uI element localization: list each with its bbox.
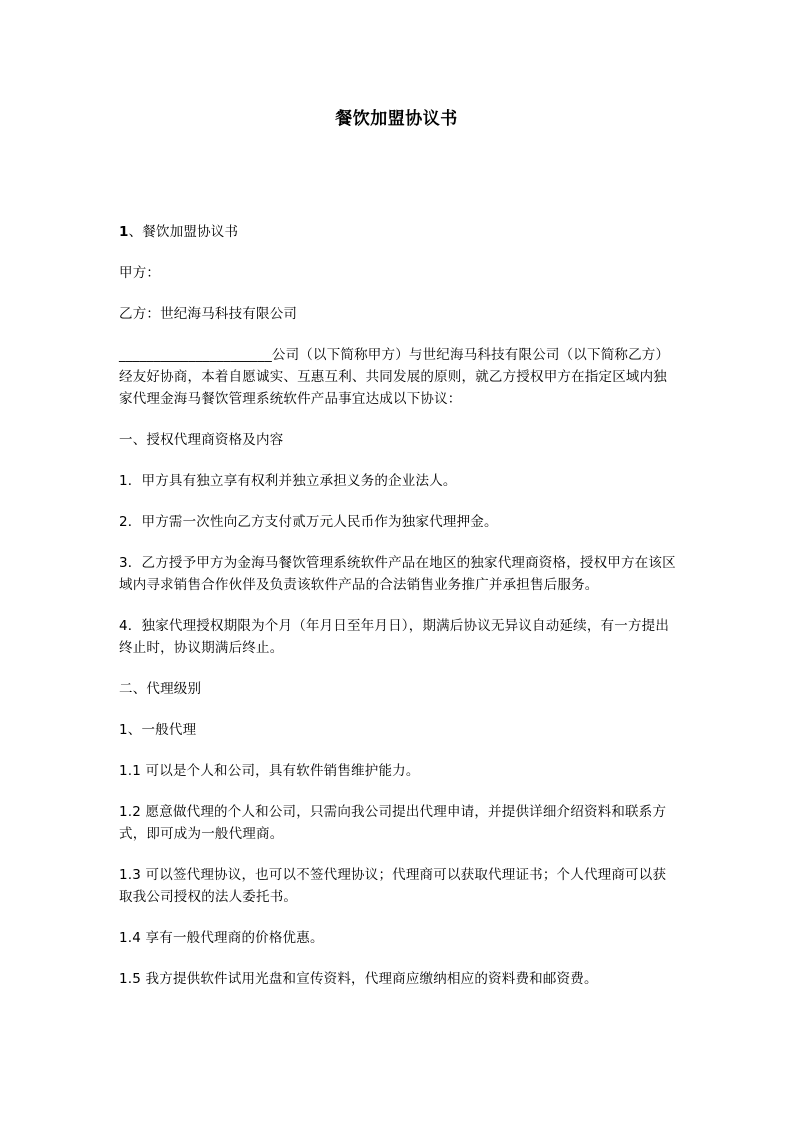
section-2-title: 二、代理级别 [119, 681, 202, 697]
clause-1-2: 1.2 愿意做代理的个人和公司，只需向我公司提出代理申请，并提供详细介绍资料和联系方式，即可成为一般代理商。 [119, 804, 667, 842]
party-b-line: 乙方：世纪海马科技有限公司 [119, 306, 298, 322]
clause-1-4: 1.4 享有一般代理商的价格优惠。 [119, 930, 324, 946]
document-title: 餐饮加盟协议书 [335, 109, 458, 129]
clause-2: 2．甲方需一次性向乙方支付贰万元人民币作为独家代理押金。 [119, 514, 498, 530]
clause-1: 1．甲方具有独立享有权利并独立承担义务的企业法人。 [119, 473, 457, 489]
clause-1-3: 1.3 可以签代理协议，也可以不签代理协议；代理商可以获取代理证书；个人代理商可以获取我公司授权的法人委托书。 [119, 867, 667, 905]
intro-text: 公司（以下简称甲方）与世纪海马科技有限公司（以下简称乙方）经友好协商，本着自愿诚实、互惠互利、共同发展的原则，就乙方授权甲方在指定区域内独家代理金海马餐饮管理系统软件产品事宜达成以下协议： [119, 347, 670, 407]
clause-3: 3．乙方授予甲方为金海马餐饮管理系统软件产品在地区的独家代理商资格，授权甲方在该区域内寻求销售合作伙伴及负责该软件产品的合法销售业务推广并承担售后服务。 [119, 555, 676, 593]
clause-1-5: 1.5 我方提供软件试用光盘和宣传资料，代理商应缴纳相应的资料费和邮资费。 [119, 971, 598, 987]
party-a-line: 甲方： [119, 265, 161, 281]
section-1-title: 一、授权代理商资格及内容 [119, 432, 284, 448]
section-heading-number: 1 [119, 224, 129, 240]
intro-blank: ______________________ [119, 347, 272, 363]
document-body [119, 221, 679, 1009]
intro-paragraph [119, 344, 679, 410]
section-heading-text: 、餐饮加盟协议书 [128, 224, 239, 240]
section-heading [119, 221, 679, 243]
clause-1-1: 1.1 可以是个人和公司，具有软件销售维护能力。 [119, 763, 420, 779]
clause-4: 4．独家代理授权期限为个月（年月日至年月日），期满后协议无异议自动延续，有一方提出终止时，协议期满后终止。 [119, 618, 670, 656]
subsection-1-title: 1、一般代理 [119, 722, 197, 738]
